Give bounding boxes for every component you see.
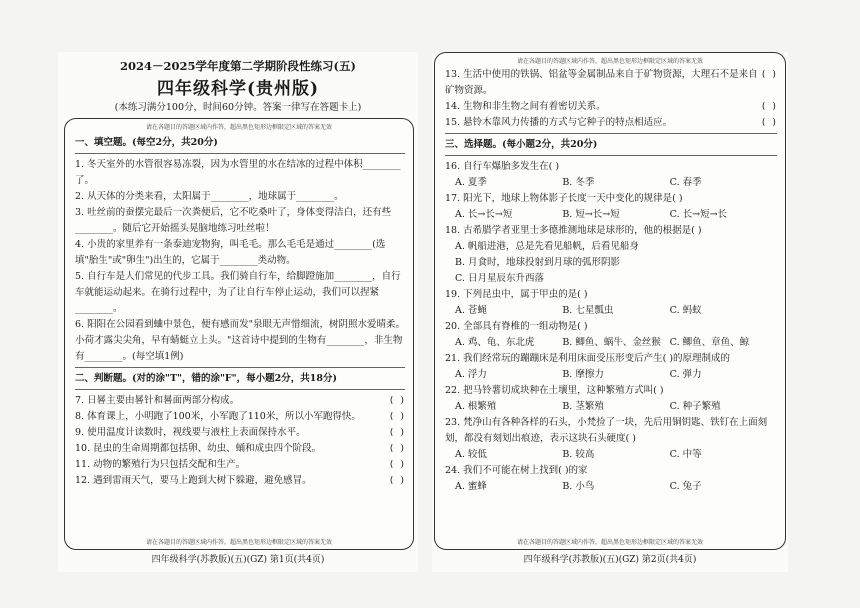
exam-instructions: (本练习满分100分，时间60分钟。答案一律写在答题卡上) <box>114 102 362 113</box>
choice-question-text: 21. 我们经常玩的蹦蹦床是利用床面受压形变后产生( )的原理制成的 <box>445 353 731 364</box>
choice-option[interactable]: A. 长→长→短 <box>455 209 513 220</box>
question-13: ( ) 13. 生活中使用的铁锅、铝盆等金属制品来自于矿物资源，大理石不是来自矿物资源。 <box>445 69 777 96</box>
choice-option[interactable]: A. 苍蝇 <box>455 305 487 316</box>
divider <box>75 153 405 154</box>
question-6: 6. 阳阳在公园看到蛐中景色，便有感而发"泉眼无声惜细流，树阴照水爱晴柔。小荷才露尖尖角，早有蜻蜓立上头。"这首诗中提到的生物有________，非生物有________。(每空填1例) <box>75 319 405 362</box>
choice-option[interactable]: C. 蚂蚁 <box>669 305 702 316</box>
choice-option[interactable]: C. 长→短→长 <box>669 209 728 220</box>
choice-options-row <box>445 335 777 351</box>
section-multiple-choice: 三、选择题。(每小题2分，共20分) <box>445 139 598 150</box>
choice-option[interactable]: A. 浮力 <box>455 369 487 380</box>
choice-option[interactable]: B. 小鸟 <box>562 481 595 492</box>
choice-option[interactable]: B. 茎繁殖 <box>562 401 604 412</box>
answer-paren[interactable]: ( ) <box>388 444 405 454</box>
exam-year-title: 2024－2025学年度第二学期阶段性练习(五) <box>120 59 356 73</box>
question-4: 4. 小贵的家里养有一条泰迪宠物狗，叫毛毛。那么毛毛是通过________(选填"胎生"或"卵生")出生的，它属于________类动物。 <box>75 239 386 266</box>
choice-question <box>445 415 777 463</box>
left-page <box>58 52 418 572</box>
question-1: 1. 冬天室外的水管很容易冻裂，因为水管里的水在结冰的过程中体积________了。 <box>75 159 401 186</box>
choice-option[interactable]: A. 鸡、龟、东北虎 <box>455 337 535 348</box>
choice-options-row <box>445 303 777 319</box>
choice-option[interactable]: B. 七星瓢虫 <box>562 305 614 316</box>
choice-question-text: 20. 全部具有脊椎的一组动物是( ) <box>445 321 588 332</box>
question-10: ( ) 10. 昆虫的生命周期都包括卵、幼虫、蛹和成虫四个阶段。 <box>75 441 405 457</box>
answer-paren[interactable]: ( ) <box>388 460 405 470</box>
choice-options-row <box>445 367 777 383</box>
choice-option[interactable]: C. 春季 <box>669 177 702 188</box>
answer-area-left <box>64 118 414 550</box>
choice-option[interactable]: B. 冬季 <box>562 177 595 188</box>
left-content <box>75 133 405 489</box>
answer-paren[interactable]: ( ) <box>388 476 405 486</box>
choice-question <box>445 159 777 191</box>
right-content <box>445 67 777 495</box>
divider <box>445 155 777 156</box>
answer-paren[interactable]: ( ) <box>760 70 777 80</box>
choice-question <box>445 191 777 223</box>
choice-option[interactable]: C. 弹力 <box>669 369 702 380</box>
divider <box>75 367 405 368</box>
choice-question-list <box>445 159 777 495</box>
choice-option[interactable]: C. 兔子 <box>669 481 702 492</box>
choice-options-row <box>445 175 777 191</box>
box-note-bottom: 请在各题目的答题区域内作答，超出黑色矩形边框限定区域的答案无效 <box>145 539 332 546</box>
choice-option[interactable]: B. 短→长→短 <box>562 209 620 220</box>
choice-option[interactable]: A. 蜜蜂 <box>455 481 487 492</box>
question-12: ( ) 12. 遇到雷雨天气，要马上跑到大树下躲避，避免感冒。 <box>75 473 405 489</box>
answer-paren[interactable]: ( ) <box>760 102 777 112</box>
question-7: ( ) 7. 日晷主要由晷针和晷面两部分构成。 <box>75 393 405 409</box>
box-note-top: 请在各题目的答题区域内作答，超出黑色矩形边框限定区域的答案无效 <box>516 58 703 65</box>
choice-option[interactable]: C. 鲫鱼、章鱼、鲸 <box>669 337 750 348</box>
question-14: ( ) 14. 生物和非生物之间有着密切关系。 <box>445 99 777 115</box>
choice-option[interactable]: B. 鲫鱼、蜗牛、金丝猴 <box>562 337 661 348</box>
choice-question-text: 22. 把马铃薯切成块种在土壤里，这种繁殖方式叫( ) <box>445 385 664 396</box>
answer-paren[interactable]: ( ) <box>388 428 405 438</box>
choice-question-text: 23. 梵净山有各种各样的石头，小梵捡了一块，先后用铜钥匙、铁钉在上面刻划，都没有刻划出痕迹，表示这块石头硬度( ) <box>445 417 768 444</box>
page-footer-left: 四年级科学(苏教版)(五)(GZ) 第1页(共4页) <box>151 555 325 565</box>
right-page <box>432 52 788 572</box>
page-footer-right: 四年级科学(苏教版)(五)(GZ) 第2页(共4页) <box>523 555 697 565</box>
question-3: 3. 吐丝前的蚕摆完最后一次粪便后，它不吃桑叶了，身体变得洁白，还有些________。随后它开始摇头晃脑地练习吐丝啦！ <box>75 207 392 234</box>
section-true-false: 二、判断题。(对的涂"T"，错的涂"F"，每小题2分，共18分) <box>75 373 337 384</box>
choice-option[interactable]: C. 日月星辰东升西落 <box>455 273 544 284</box>
choice-question-text: 17. 阳光下，地球上物体影子长度一天中变化的规律是( ) <box>445 193 683 204</box>
choice-option[interactable]: C. 种子繁殖 <box>669 401 721 412</box>
choice-question <box>445 463 777 495</box>
choice-options-row <box>445 207 777 223</box>
choice-option[interactable]: C. 中等 <box>669 449 702 460</box>
choice-question-text: 16. 自行车爆胎多发生在( ) <box>445 161 560 172</box>
answer-paren[interactable]: ( ) <box>388 412 405 422</box>
choice-question-text: 19. 下列昆虫中，属于甲虫的是( ) <box>445 289 588 300</box>
question-8: ( ) 8. 体育课上，小明跑了100米，小军跑了110米，所以小军跑得快。 <box>75 409 405 425</box>
choice-question <box>445 287 777 319</box>
question-11: ( ) 11. 动物的繁殖行为只包括交配和生产。 <box>75 457 405 473</box>
answer-paren[interactable]: ( ) <box>760 118 777 128</box>
box-note-top: 请在各题目的答题区域内作答，超出黑色矩形边框限定区域的答案无效 <box>145 124 332 131</box>
choice-option[interactable]: B. 摩擦力 <box>562 369 604 380</box>
choice-option[interactable]: B. 较高 <box>562 449 595 460</box>
choice-option[interactable]: A. 较低 <box>455 449 487 460</box>
answer-area-right <box>434 52 786 550</box>
section-fill-in: 一、填空题。(每空2分，共20分) <box>75 137 218 148</box>
question-9: ( ) 9. 使用温度计读数时，视线要与液柱上表面保持水平。 <box>75 425 405 441</box>
choice-question <box>445 319 777 351</box>
choice-option[interactable]: B. 月食时，地球投射到月球的弧形阴影 <box>455 257 621 268</box>
question-2: 2. 从天体的分类来看，太阳属于________，地球属于________。 <box>75 191 344 202</box>
choice-options-row <box>445 447 777 463</box>
divider <box>75 389 405 390</box>
choice-option[interactable]: A. 根繁殖 <box>455 401 497 412</box>
choice-question-text: 24. 我们不可能在树上找到( )的家 <box>445 465 588 476</box>
divider <box>445 133 777 134</box>
box-note-bottom: 请在各题目的答题区域内作答，超出黑色矩形边框限定区域的答案无效 <box>516 539 703 546</box>
choice-options-row <box>445 399 777 415</box>
question-5: 5. 自行车是人们常见的代步工具。我们骑自行车，给脚蹬施加________，自行车就能运动起来。在骑行过程中，为了让自行车停止运动，我们可以捏紧________。 <box>75 271 401 314</box>
choice-question <box>445 223 777 287</box>
question-15: ( ) 15. 悬铃木靠风力传播的方式与它种子的特点相适应。 <box>445 115 777 131</box>
choice-option[interactable]: A. 夏季 <box>455 177 487 188</box>
choice-option[interactable]: A. 帆船进港，总是先看见船帆，后看见船身 <box>455 241 639 252</box>
choice-question-text: 18. 古希腊学者亚里士多德推测地球是球形的，他的根据是( ) <box>445 225 702 236</box>
choice-options-row <box>445 479 777 495</box>
choice-question <box>445 351 777 383</box>
exam-main-title: 四年级科学(贵州版) <box>156 79 320 99</box>
answer-paren[interactable]: ( ) <box>388 396 405 406</box>
choice-question <box>445 383 777 415</box>
